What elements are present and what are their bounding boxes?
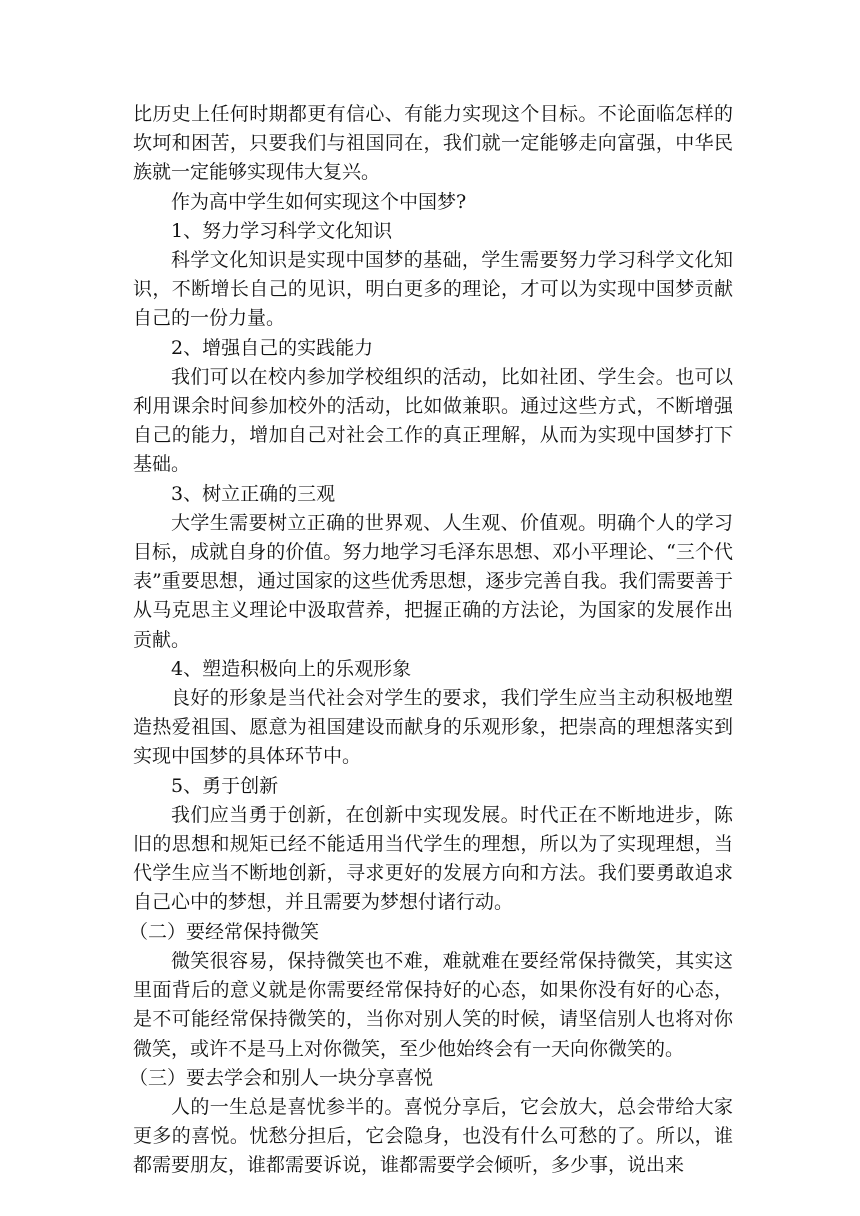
subsection-heading: （二）要经常保持微笑 — [129, 920, 320, 943]
paragraph: 人的一生总是喜忧参半的。喜悦分享后，它会放大，总会带给大家更多的喜悦。忧愁分担后，它会隐身，也没有什么可愁的了。所以，谁都需要朋友，谁都需要诉说，谁都需要学会倾听，多少事，说出来 — [133, 1095, 733, 1177]
paragraph: 作为高中学生如何实现这个中国梦? — [171, 190, 467, 213]
paragraph: 微笑很容易，保持微笑也不难，难就难在要经常保持微笑，其实这里面背后的意义就是你需要经常保持好的心态，如果你没有好的心态，是不可能经常保持微笑的，当你对别人笑的时候，请坚信别人也将对你微笑，或许不是马上对你微笑，至少他始终会有一天向你微笑的。 — [133, 949, 733, 1060]
section-heading: 4、塑造积极向上的乐观形象 — [171, 657, 412, 680]
paragraph: 大学生需要树立正确的世界观、人生观、价值观。明确个人的学习目标，成就自身的价值。努力地学习毛泽东思想、邓小平理论、“三个代表”重要思想，通过国家的这些优秀思想，逐步完善自我。我们需要善于从马克思主义理论中汲取营养，把握正确的方法论，为国家的发展作出贡献。 — [133, 511, 733, 651]
paragraph: 我们可以在校内参加学校组织的活动，比如社团、学生会。也可以利用课余时间参加校外的活动，比如做兼职。通过这些方式，不断增强自己的能力，增加自己对社会工作的真正理解，从而为实现中国梦打下基础。 — [133, 365, 733, 476]
section-heading: 1、努力学习科学文化知识 — [171, 219, 393, 242]
section-heading: 5、勇于创新 — [171, 774, 279, 797]
section-heading: 2、增强自己的实践能力 — [171, 336, 374, 359]
subsection-heading: （三）要去学会和别人一块分享喜悦 — [129, 1066, 434, 1089]
paragraph: 我们应当勇于创新，在创新中实现发展。时代正在不断地进步，陈旧的思想和规矩已经不能适用当代学生的理想，所以为了实现理想，当代学生应当不断地创新，寻求更好的发展方向和方法。我们要勇敢追求自己心中的梦想，并且需要为梦想付诸行动。 — [133, 803, 733, 914]
paragraph: 科学文化知识是实现中国梦的基础，学生需要努力学习科学文化知识，不断增长自己的见识，明白更多的理论，才可以为实现中国梦贡献自己的一份力量。 — [133, 249, 733, 330]
document-body — [129, 100, 733, 1181]
paragraph: 良好的形象是当代社会对学生的要求，我们学生应当主动积极地塑造热爱祖国、愿意为祖国建设而献身的乐观形象，把崇高的理想落实到实现中国梦的具体环节中。 — [133, 687, 733, 768]
paragraph: 比历史上任何时期都更有信心、有能力实现这个目标。不论面临怎样的坎坷和困苦，只要我们与祖国同在，我们就一定能够走向富强，中华民族就一定能够实现伟大复兴。 — [133, 103, 733, 184]
section-heading: 3、树立正确的三观 — [171, 482, 336, 505]
